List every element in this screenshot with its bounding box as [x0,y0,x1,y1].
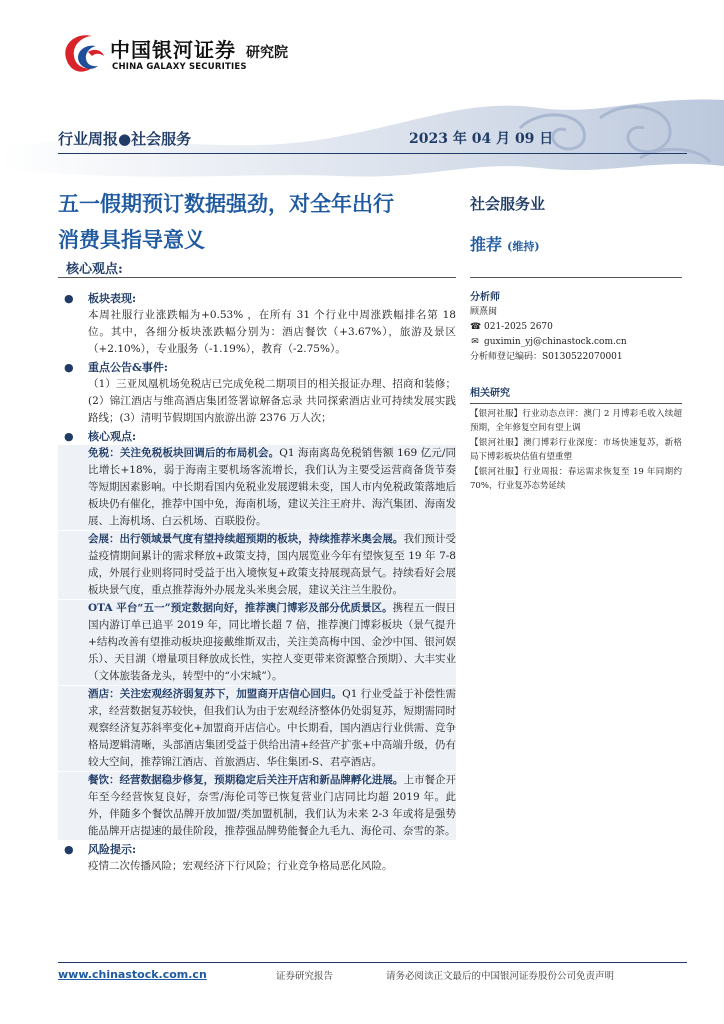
sidebar-divider [470,277,682,278]
section-board-head: ● 板块表现: [64,292,137,305]
header-divider [58,153,687,154]
rating-note: (维持) [507,240,540,253]
institute-label: 研究院 [246,45,288,61]
industry-label: 社会服务业 [470,195,546,213]
section-announcements-text: （1）三亚凤凰机场免税店已完成免税二期项目的相关报证办理、招商和装修；(2）锦江酒店与维高酒店集团签署谅解备忘录 共同探索酒店业可持续发展实践路线；(3）清明节假期国内旅游出游 2376 万人次； [88,378,456,424]
brand-logo [58,28,308,80]
footer-disclaimer: 请务必阅读正文最后的中国银河证券股份公司免责声明 [386,971,615,982]
title-line-1: 五一假期预订数据强劲，对全年出行 [58,191,394,216]
report-date: 2023 年 04 月 09 日 [409,131,554,147]
analyst-block [470,290,682,365]
related-item[interactable]: 【银河社服】行业动态点评：澳门 2 月博彩毛收入续超预期，全年修复空间有望上调 [470,409,682,433]
section-views-head: ● 核心观点: [64,430,137,443]
view-dutyfree: 免税：关注免税板块回调后的布局机会。Q1 海南离岛免税销售额 169 亿元/同比增长+18%，弱于海南主要机场客流增长，我们认为主要受运营商备货节奏等短期因素影响。中长期看国内免税业发展逻辑未变，国人市内免税政策落地后板块仍有催化，推荐中国中免，海南机场，建议关注王府井、海汽集团、海南发展、上海机场、白云机场、百联股份。 [58,445,456,530]
section-risk-head: ● 风险提示: [64,843,137,856]
related-divider [470,403,682,404]
related-item[interactable]: 【银河社服】澳门博彩行业深度：市场快速复苏，新格局下博彩板块估值有望重塑 [470,438,682,462]
footer-divider [58,962,687,963]
view-hotel: 酒店：关注宏观经济弱复苏下，加盟商开店信心回归。Q1 行业受益于补偿性需求，经营数据复苏较快，但我们认为由于宏观经济整体仍处弱复苏，短期需同时观察经济复苏斜率变化+加盟商开店信心。中长期看，国内酒店行业供需、竞争格局逻辑清晰，头部酒店集团受益于供给出清+经营产扩张+中高端升级，仍有较大空间，推荐锦江酒店、首旅酒店、华住集团-S、君亭酒店。 [58,686,456,771]
view-exhibition: 会展：出行领域景气度有望持续超预期的板块，持续推荐米奥会展。我们预计受益疫情期间累计的需求释放+政策支持，国内展览业今年有望恢复至 19 年 7-8 成，外展行业则将同时受益于出入境恢复+政策支持展现高景气。持续看好会展板块景气度，重点推荐海外办展龙头米奥会展，建议关注兰生股份。 [58,531,456,599]
brand-name-cn: 中国银河证券 [110,38,236,62]
footer-report-label: 证券研究报告 [276,971,334,982]
bullet-icon: ● [64,843,74,856]
bullet-icon: ● [64,430,74,443]
title-line-2: 消费具指导意义 [58,227,205,252]
phone-icon: ☎ [470,322,482,332]
rating [470,232,540,255]
view-ota: OTA 平台“五一”预定数据向好，推荐澳门博彩及部分优质景区。携程五一假日国内游订单已追平 2019 年，同比增长超 7 倍，推荐澳门博彩板块（景气提升+结构改善有望推动板块迎接戴维斯双击，关注美高梅中国、金沙中国、银河娱乐）、天目湖（增量项目释放成长性，实控人变更带来资源整合预期）、大丰实业（文体旅装备龙头，转型中的“小宋城”）。 [58,600,456,685]
analyst-email[interactable]: ✉ guximin_yj@chinastock.com.cn [470,335,682,350]
analyst-cert: 分析师登记编码： S0130522070001 [470,352,623,362]
report-type: 行业周报●社会服务 [58,130,192,148]
view-catering: 餐饮：经营数据稳步修复，预期稳定后关注开店和新品牌孵化进展。上市餐企开年至今经营恢复良好，奈雪/海伦司等已恢复营业门店同比均超 2019 年。此外，伴随多个餐饮品牌开放加盟/类加盟机制，我们认为未来 2-3 年或将是强势能品牌开店提速的最佳阶段，推荐强品牌势能餐企九毛九、海伦司、奈雪的茶。 [58,772,456,840]
bullet-icon: ● [64,292,74,305]
brand-name-en: CHINA GALAXY SECURITIES [112,62,247,72]
section-risk-text: 疫情二次传播风险；宏观经济下行风险；行业竞争格局恶化风险。 [88,860,393,872]
bullet-icon: ● [64,361,74,374]
section-board-text: 本周社服行业涨跌幅为+0.53% ，在所有 31 个行业中周涨跌幅排名第 18 位。其中，各细分板块涨跌幅分别为：酒店餐饮（+3.67%），旅游及景区（+2.10%），专业服务（-1.19%），教育（-2.75%）。 [88,309,456,355]
report-title [58,186,458,258]
related-item[interactable]: 【银河社服】行业周报：春运需求恢复至 19 年同期约 70%，行业复苏态势延续 [470,467,682,491]
galaxy-swirl-logo-icon [58,28,110,80]
analyst-head: 分析师 [470,292,500,303]
footer-website-link[interactable]: www.chinastock.com.cn [58,968,207,981]
section-announcements-head: ● 重点公告&事件: [64,361,168,374]
core-divider [58,277,456,278]
analyst-phone: ☎ 021-2025 2670 [470,320,682,335]
related-head: 相关研究 [470,388,510,399]
main-content [58,290,456,875]
mail-icon: ✉ [471,337,479,347]
core-views-label: 核心观点: [66,262,123,277]
analyst-name: 顾熹闽 [470,307,498,317]
rating-value: 推荐 [470,235,503,254]
related-research [470,386,682,494]
